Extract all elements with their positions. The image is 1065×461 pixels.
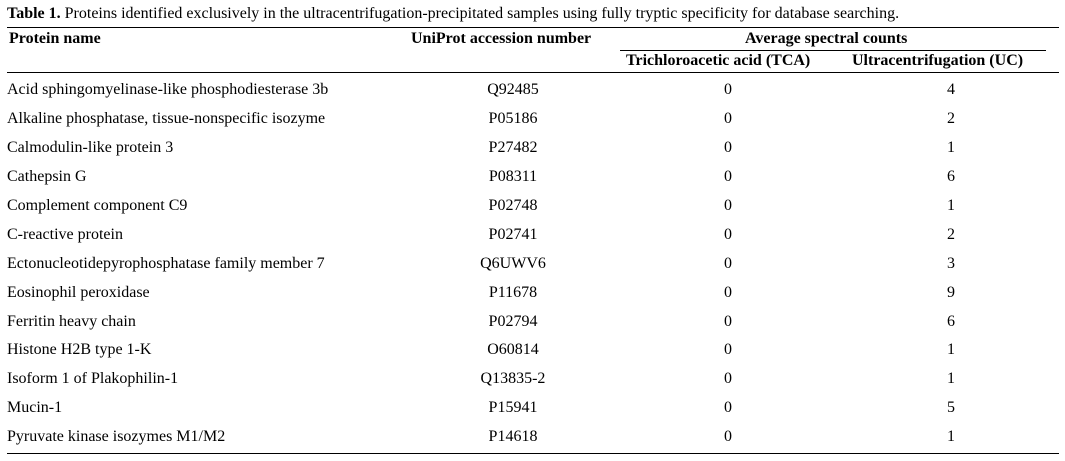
uc-count-cell: 3	[947, 254, 955, 272]
table-row	[7, 336, 1059, 365]
uc-count-cell: 1	[947, 428, 955, 446]
table-row	[7, 249, 1059, 278]
accession-cell: Q92485	[487, 81, 539, 99]
uc-count-cell: 6	[947, 312, 955, 330]
table-row	[7, 163, 1059, 192]
table-row	[7, 423, 1059, 452]
protein-name-cell: C-reactive protein	[7, 225, 123, 243]
uc-count-cell: 1	[947, 197, 955, 214]
accession-cell: P15941	[488, 399, 538, 417]
protein-name-cell: Acid sphingomyelinase-like phosphodiesterase 3b	[7, 81, 329, 99]
tca-count-cell: 0	[724, 168, 732, 186]
table-row	[7, 278, 1059, 307]
accession-cell: P27482	[488, 139, 538, 157]
accession-cell: Q6UWV6	[480, 254, 546, 272]
tca-count-cell: 0	[724, 139, 732, 157]
accession-cell: P02748	[488, 197, 538, 214]
tca-count-cell: 0	[724, 225, 732, 243]
table-row	[7, 192, 1059, 221]
protein-name-cell: Ectonucleotidepyrophosphatase family member 7	[7, 254, 325, 272]
uc-count-cell: 5	[947, 399, 955, 417]
accession-cell: P14618	[488, 428, 538, 446]
protein-name-cell: Isoform 1 of Plakophilin-1	[7, 370, 179, 388]
uc-count-cell: 1	[947, 139, 955, 157]
table-row	[7, 220, 1059, 249]
header-protein-name: Protein name	[9, 30, 101, 47]
table-row	[7, 134, 1059, 163]
header-tca: Trichloroacetic acid (TCA)	[626, 52, 811, 69]
header-uc: Ultracentrifugation (UC)	[852, 52, 1024, 69]
protein-name-cell: Eosinophil peroxidase	[7, 283, 150, 301]
accession-cell: Q13835-2	[480, 370, 546, 388]
protein-name-cell: Complement component C9	[7, 197, 188, 214]
header-spectral-counts: Average spectral counts	[745, 30, 908, 47]
tca-count-cell: 0	[724, 110, 732, 128]
uc-count-cell: 4	[947, 81, 955, 99]
table-row	[7, 394, 1059, 423]
table-caption-text: Proteins identified exclusively in the ultracentrifugation-precipitated samples using fully tryptic specificity for database searching.	[60, 5, 900, 22]
accession-cell: P11678	[488, 283, 538, 301]
tca-count-cell: 0	[724, 428, 732, 446]
tca-count-cell: 0	[724, 399, 732, 417]
protein-name-cell: Alkaline phosphatase, tissue-nonspecific isozyme	[7, 110, 326, 128]
bottom-rule	[7, 453, 1059, 454]
tca-count-cell: 0	[724, 197, 732, 214]
uc-count-cell: 1	[947, 341, 955, 359]
accession-cell: P05186	[488, 110, 538, 128]
protein-name-cell: Ferritin heavy chain	[7, 312, 136, 330]
tca-count-cell: 0	[724, 283, 732, 301]
header-bottom-rule	[7, 72, 1059, 73]
protein-name-cell: Histone H2B type 1-K	[7, 341, 152, 359]
header-accession: UniProt accession number	[411, 30, 592, 47]
uc-count-cell: 2	[947, 225, 955, 243]
subheader-rule	[620, 50, 1046, 51]
uc-count-cell: 2	[947, 110, 955, 128]
protein-name-cell: Cathepsin G	[7, 168, 87, 186]
top-rule	[7, 27, 1059, 28]
table-row	[7, 365, 1059, 394]
table-row	[7, 76, 1059, 105]
protein-name-cell: Mucin-1	[7, 399, 63, 417]
uc-count-cell: 1	[947, 370, 955, 388]
uc-count-cell: 6	[947, 168, 955, 186]
accession-cell: P02794	[488, 312, 538, 330]
table-caption	[7, 4, 1059, 24]
table-row	[7, 105, 1059, 134]
accession-cell: P08311	[488, 168, 538, 186]
tca-count-cell: 0	[724, 341, 732, 359]
table-row	[7, 307, 1059, 336]
tca-count-cell: 0	[724, 81, 732, 99]
tca-count-cell: 0	[724, 312, 732, 330]
protein-name-cell: Pyruvate kinase isozymes M1/M2	[7, 428, 226, 446]
uc-count-cell: 9	[947, 283, 955, 301]
table-caption-label: Table 1.	[7, 5, 61, 22]
tca-count-cell: 0	[724, 254, 732, 272]
accession-cell: P02741	[488, 225, 538, 243]
accession-cell: O60814	[487, 341, 539, 359]
protein-name-cell: Calmodulin-like protein 3	[7, 139, 174, 157]
data-table	[7, 76, 1059, 452]
tca-count-cell: 0	[724, 370, 732, 388]
